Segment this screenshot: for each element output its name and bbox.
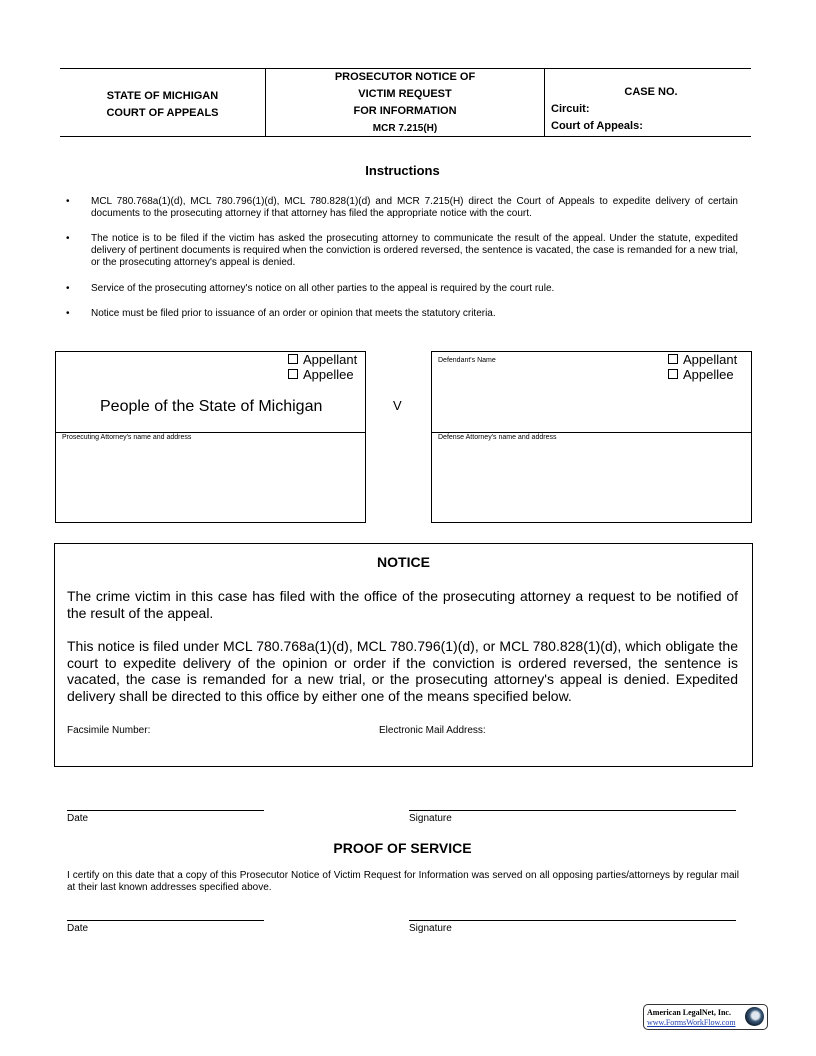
- case-no-label: CASE NO.: [624, 86, 678, 98]
- defendant-label: Defendant's Name: [438, 357, 496, 364]
- proof-text: I certify on this date that a copy of this Prosecutor Notice of Victim Request for Information was served on all opposing parties/attorneys by regular mail at their last known addresses specified above.: [67, 870, 739, 893]
- email-label: Electronic Mail Address:: [379, 725, 486, 736]
- form-title-line: VICTIM REQUEST: [358, 88, 452, 100]
- email-field[interactable]: [500, 720, 740, 740]
- date-line[interactable]: [67, 810, 264, 811]
- prosecutor-address-field[interactable]: [56, 442, 365, 522]
- defendant-appellee-checkbox[interactable]: Appellee: [668, 367, 734, 382]
- plaintiff-box: [55, 351, 366, 523]
- plaintiff-appellee-checkbox[interactable]: Appellee: [288, 367, 354, 382]
- defense-label: Defense Attorney's name and address: [438, 434, 557, 441]
- defendant-appellant-checkbox[interactable]: Appellant: [668, 352, 737, 367]
- instruction-item: • The notice is to be filed if the victim has asked the prosecuting attorney to communicate the result of the appeal. Under the statute, expedited delivery of pertinent documents is required when the conviction is ordered reversed, the sentence is vacated, the case is remanded for a new trial, or the prosecuting attorney's appeal is denied.: [66, 233, 738, 268]
- instruction-text: Service of the prosecuting attorney's notice on all other parties to the appeal is required by the court rule.: [91, 283, 555, 294]
- notice-paragraph: This notice is filed under MCL 780.768a(1)(d), MCL 780.796(1)(d), or MCL 780.828(1)(d), which obligate the court to expedite delivery of the opinion or order if the conviction is ordered reversed, the sentence is vacated, the case is remanded for a new trial, or the prosecuting attorney's appeal is denied. Expedited delivery shall be directed to this office by either one of the means specified below.: [67, 638, 738, 704]
- coa-label: Court of Appeals:: [551, 120, 643, 132]
- state-name: STATE OF MICHIGAN: [106, 89, 219, 102]
- instruction-text: The notice is to be filed if the victim has asked the prosecuting attorney to communicate the result of the appeal. Under the statute, expedited delivery of pertinent documents is required when the conviction is ordered reversed, the sentence is vacated, the case is remanded for a new trial, or the prosecuting attorney's appeal is denied.: [91, 233, 738, 268]
- instructions-title: Instructions: [365, 163, 440, 178]
- proof-date-line[interactable]: [67, 920, 264, 921]
- american-legalnet-logo[interactable]: [643, 1004, 768, 1030]
- proof-title: PROOF OF SERVICE: [333, 840, 472, 856]
- logo-name: American LegalNet, Inc.: [647, 1008, 731, 1017]
- form-title-cell: [266, 69, 545, 136]
- instruction-item: • MCL 780.768a(1)(d), MCL 780.796(1)(d), MCL 780.828(1)(d) and MCR 7.215(H) direct the Court of Appeals to expedite delivery of certain documents to the prosecuting attorney if that attorney has filed the appropriate notice with the court.: [66, 196, 738, 219]
- signature-label: Signature: [409, 813, 452, 824]
- defendant-box: [431, 351, 752, 523]
- notice-title: NOTICE: [377, 554, 430, 570]
- globe-icon: [745, 1007, 764, 1026]
- instruction-item: • Service of the prosecuting attorney's notice on all other parties to the appeal is required by the court rule.: [66, 283, 555, 294]
- form-header: [60, 68, 751, 137]
- signature-line[interactable]: [409, 810, 736, 811]
- notice-box: [54, 543, 753, 767]
- court-cell: [60, 69, 266, 136]
- proof-date-label: Date: [67, 923, 89, 934]
- proof-signature-line[interactable]: [409, 920, 736, 921]
- plaintiff-appellant-checkbox[interactable]: Appellant: [288, 352, 357, 367]
- court-rule: MCR 7.215(H): [372, 123, 438, 134]
- defendant-name-field[interactable]: [432, 366, 651, 426]
- notice-paragraph: The crime victim in this case has filed with the office of the prosecuting attorney a request to be notified of the result of the appeal.: [67, 588, 738, 621]
- versus: V: [393, 398, 402, 413]
- defense-address-field[interactable]: [432, 442, 751, 522]
- form-title-line: FOR INFORMATION: [353, 105, 457, 117]
- prosecutor-label: Prosecuting Attorney's name and address: [62, 434, 192, 441]
- case-number-cell: [545, 69, 751, 136]
- plaintiff-name: People of the State of Michigan: [100, 398, 323, 415]
- proof-signature-label: Signature: [409, 923, 452, 934]
- court-name: COURT OF APPEALS: [106, 106, 219, 119]
- divider: [432, 432, 751, 433]
- instruction-item: • Notice must be filed prior to issuance of an order or opinion that meets the statutory criteria.: [66, 308, 496, 319]
- fax-field[interactable]: [160, 720, 370, 740]
- divider: [56, 432, 365, 433]
- logo-link[interactable]: www.FormsWorkFlow.com: [647, 1018, 736, 1027]
- date-label: Date: [67, 813, 89, 824]
- instruction-text: Notice must be filed prior to issuance of an order or opinion that meets the statutory criteria.: [91, 308, 496, 319]
- fax-label: Facsimile Number:: [67, 725, 151, 736]
- circuit-label: Circuit:: [551, 103, 590, 115]
- instruction-text: MCL 780.768a(1)(d), MCL 780.796(1)(d), MCL 780.828(1)(d) and MCR 7.215(H) direct the Court of Appeals to expedite delivery of certain documents to the prosecuting attorney if that attorney has filed the appropriate notice with the court.: [91, 196, 738, 219]
- form-title-line: PROSECUTOR NOTICE OF: [334, 71, 476, 83]
